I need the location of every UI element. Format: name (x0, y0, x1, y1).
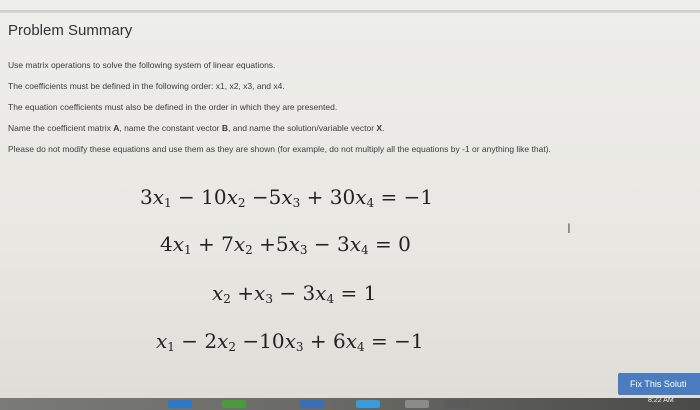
instruction-line: Use matrix operations to solve the following system of linear equations. (8, 60, 276, 70)
equation-4: $x_1 - 2x_2 -10x_3 + 6x_4 = -1$ (156, 329, 424, 354)
instruction-line: Name the coefficient matrix A, name the constant vector B, and name the solution/variable vector X. (8, 123, 385, 133)
instruction-line: The coefficients must be defined in the following order: x1, x2, x3, and x4. (8, 81, 285, 91)
taskbar-app-icon[interactable] (405, 400, 429, 408)
equation-2: $4x_1 + 7x_2 +5x_3 - 3x_4 = 0$ (160, 232, 411, 257)
taskbar-app-icon[interactable] (222, 400, 246, 408)
taskbar-app-icon[interactable] (168, 400, 192, 408)
taskbar (0, 398, 700, 410)
instruction-line: The equation coefficients must also be defined in the order in which they are presented. (8, 102, 338, 112)
equation-1: $3x_1 - 10x_2 -5x_3 + 30x_4 = -1$ (140, 185, 434, 210)
equation-3: $x_2 +x_3 - 3x_4 = 1$ (212, 281, 377, 306)
taskbar-app-icon[interactable] (446, 400, 470, 408)
taskbar-app-icon[interactable] (300, 400, 324, 408)
fix-this-solution-button[interactable]: Fix This Soluti (618, 373, 700, 395)
instruction-line: Please do not modify these equations and use them as they are shown (for example, do not multiply all the equations by -1 or anything like that). (8, 144, 551, 154)
taskbar-app-icon[interactable] (356, 400, 380, 408)
text-cursor-icon: I (567, 220, 571, 236)
instructions (8, 58, 688, 163)
taskbar-clock: 8:22 AM (648, 397, 674, 404)
panel-title: Problem Summary (8, 22, 133, 39)
